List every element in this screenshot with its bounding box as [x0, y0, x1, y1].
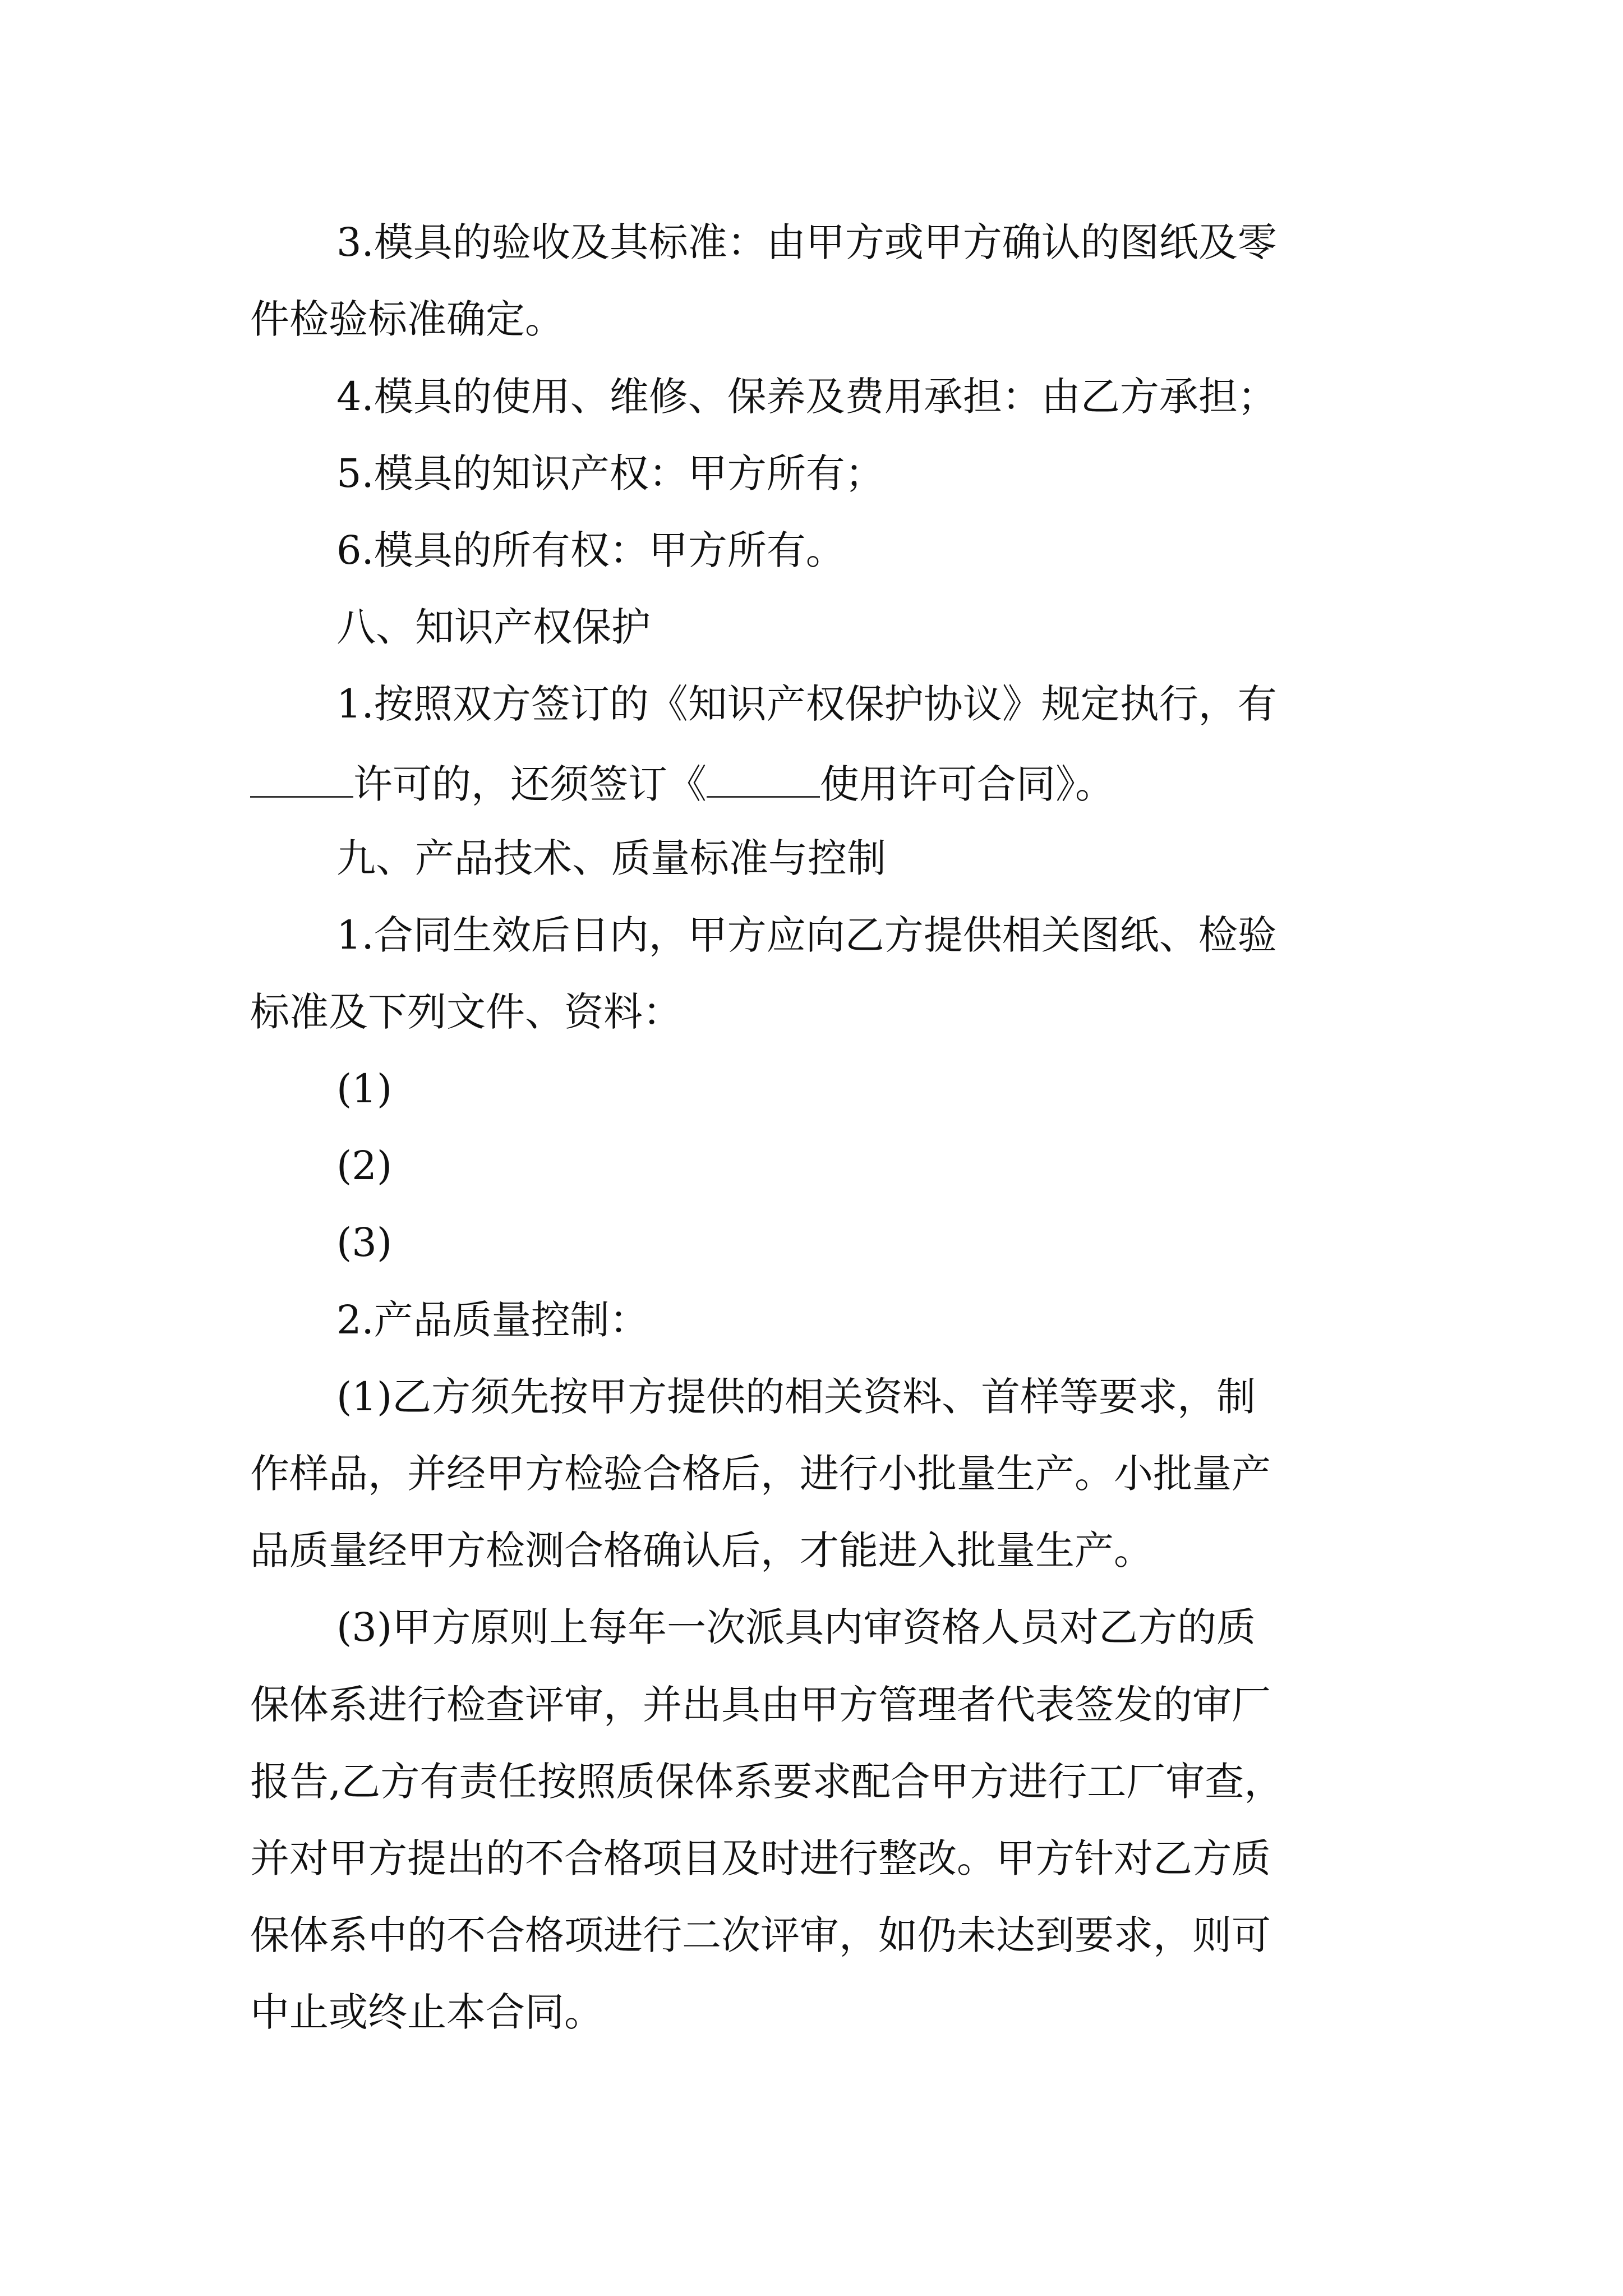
list-item-1: (1): [336, 1066, 393, 1112]
list-item-2: (2): [336, 1143, 393, 1189]
clause-audit-line4: 并对甲方提出的不合格项目及时进行整改。甲方针对乙方质: [250, 1835, 1271, 1881]
clause-audit-line3: 报告,乙方有责任按照质保体系要求配合甲方进行工厂审查，: [250, 1759, 1284, 1805]
clause-audit-line1: (3)甲方原则上每年一次派具内审资格人员对乙方的质: [336, 1604, 1256, 1650]
clause-documents-line1: 1.合同生效后日内，甲方应向乙方提供相关图纸、检验: [336, 912, 1277, 958]
clause-sample-line3: 品质量经甲方检测合格确认后，才能进入批量生产。: [250, 1527, 1153, 1573]
clause-documents-line2: 标准及下列文件、资料：: [250, 989, 682, 1035]
list-item-3: (3): [336, 1220, 393, 1266]
clause-mold-ownership: 6.模具的所有权：甲方所有。: [336, 527, 845, 573]
fill-in-blank: [707, 761, 820, 798]
clause-ip-agreement-text-a: 许可的，还须签订《: [353, 761, 707, 807]
clause-mold-ip: 5.模具的知识产权：甲方所有；: [336, 450, 884, 496]
clause-audit-line5: 保体系中的不合格项进行二次评审，如仍未达到要求，则可: [250, 1912, 1271, 1958]
clause-mold-maintenance: 4.模具的使用、维修、保养及费用承担：由乙方承担；: [336, 374, 1277, 420]
fill-in-blank: [250, 761, 353, 798]
clause-ip-agreement-line1: 1.按照双方签订的《知识产权保护协议》规定执行，有: [336, 681, 1277, 727]
section-heading-ip-protection: 八、知识产权保护: [336, 604, 651, 650]
clause-sample-line2: 作样品，并经甲方检验合格后，进行小批量生产。小批量产: [250, 1451, 1271, 1497]
clause-ip-agreement-text-b: 使用许可合同》。: [820, 761, 1114, 807]
clause-mold-acceptance-line1: 3.模具的验收及其标准：由甲方或甲方确认的图纸及零: [336, 219, 1277, 265]
section-heading-quality-standards: 九、产品技术、质量标准与控制: [336, 835, 886, 881]
clause-sample-line1: (1)乙方须先按甲方提供的相关资料、首样等要求，制: [336, 1374, 1256, 1420]
clause-mold-acceptance-line2: 件检验标准确定。: [250, 296, 564, 342]
clause-audit-line2: 保体系进行检查评审，并出具由甲方管理者代表签发的审厂: [250, 1682, 1271, 1728]
clause-quality-control-heading: 2.产品质量控制：: [336, 1297, 649, 1343]
clause-audit-line6: 中止或终止本合同。: [250, 1989, 603, 2035]
clause-ip-agreement-line2: [250, 761, 1114, 807]
